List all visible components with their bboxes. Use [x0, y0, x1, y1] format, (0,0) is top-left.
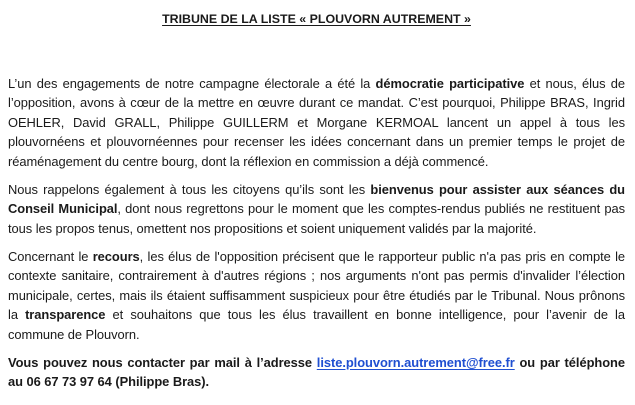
- bold-democratie-participative: démocratie participative: [375, 76, 525, 91]
- paragraph-contact: Vous pouvez nous contacter par mail à l’adresse liste.plouvorn.autrement@free.fr ou par téléphone au 06 67 73 97 64 (Philippe Bras).: [8, 355, 625, 390]
- bold-transparence: transparence: [25, 307, 106, 323]
- document: [8, 0, 625, 405]
- paragraph-recours: Concernant le recours, les élus de l'opposition précisent que le rapporteur public n'a pas pris en compte le contexte sanitaire, contrairement à d'autres régions ; nos arguments n'ont pas permis d'invalider l’élection municipale, certes, mais ils étaient suffisamment suspicieux pour être étudiés par le Tribunal. Nous prônons la transparence et souhaitons que tous les élus travaillent en bonne intelligence, pour l’avenir de la commune de Plouvorn.: [8, 249, 625, 342]
- paragraph-democratie: L’un des engagements de notre campagne électorale a été la démocratie participative et nous, élus de l’opposition, avons à cœur de la mettre en œuvre durant ce mandat. C’est pourquoi, Philippe BRAS, Ingrid OEHLER, David GRALL, Philippe GUILLERM et Morgane KERMOAL lancent un appel à tous les plouvornéens et plouvornéennes pour recenser les idées concernant dans un premier temps le projet de réaménagement du centre bourg, dont la réflexion en commission a déjà commencé.: [8, 76, 625, 169]
- bold-recours: recours: [92, 249, 140, 264]
- document-title: TRIBUNE DE LA LISTE « PLOUVORN AUTREMENT »: [162, 12, 471, 26]
- paragraph-conseil-municipal: Nous rappelons également à tous les citoyens qu’ils sont les bienvenus pour assister aux séances du Conseil Municipal, dont nous regrettons pour le moment que les comptes-rendus publiés ne restituent pas tous les propos tenus, omettent nos propositions et soient uniquement validés par la majorité.: [8, 182, 625, 236]
- email-link[interactable]: liste.plouvorn.autrement@free.fr: [316, 355, 515, 370]
- bold-bienvenus: bienvenus pour assister aux séances du Conseil Municipal: [8, 182, 625, 217]
